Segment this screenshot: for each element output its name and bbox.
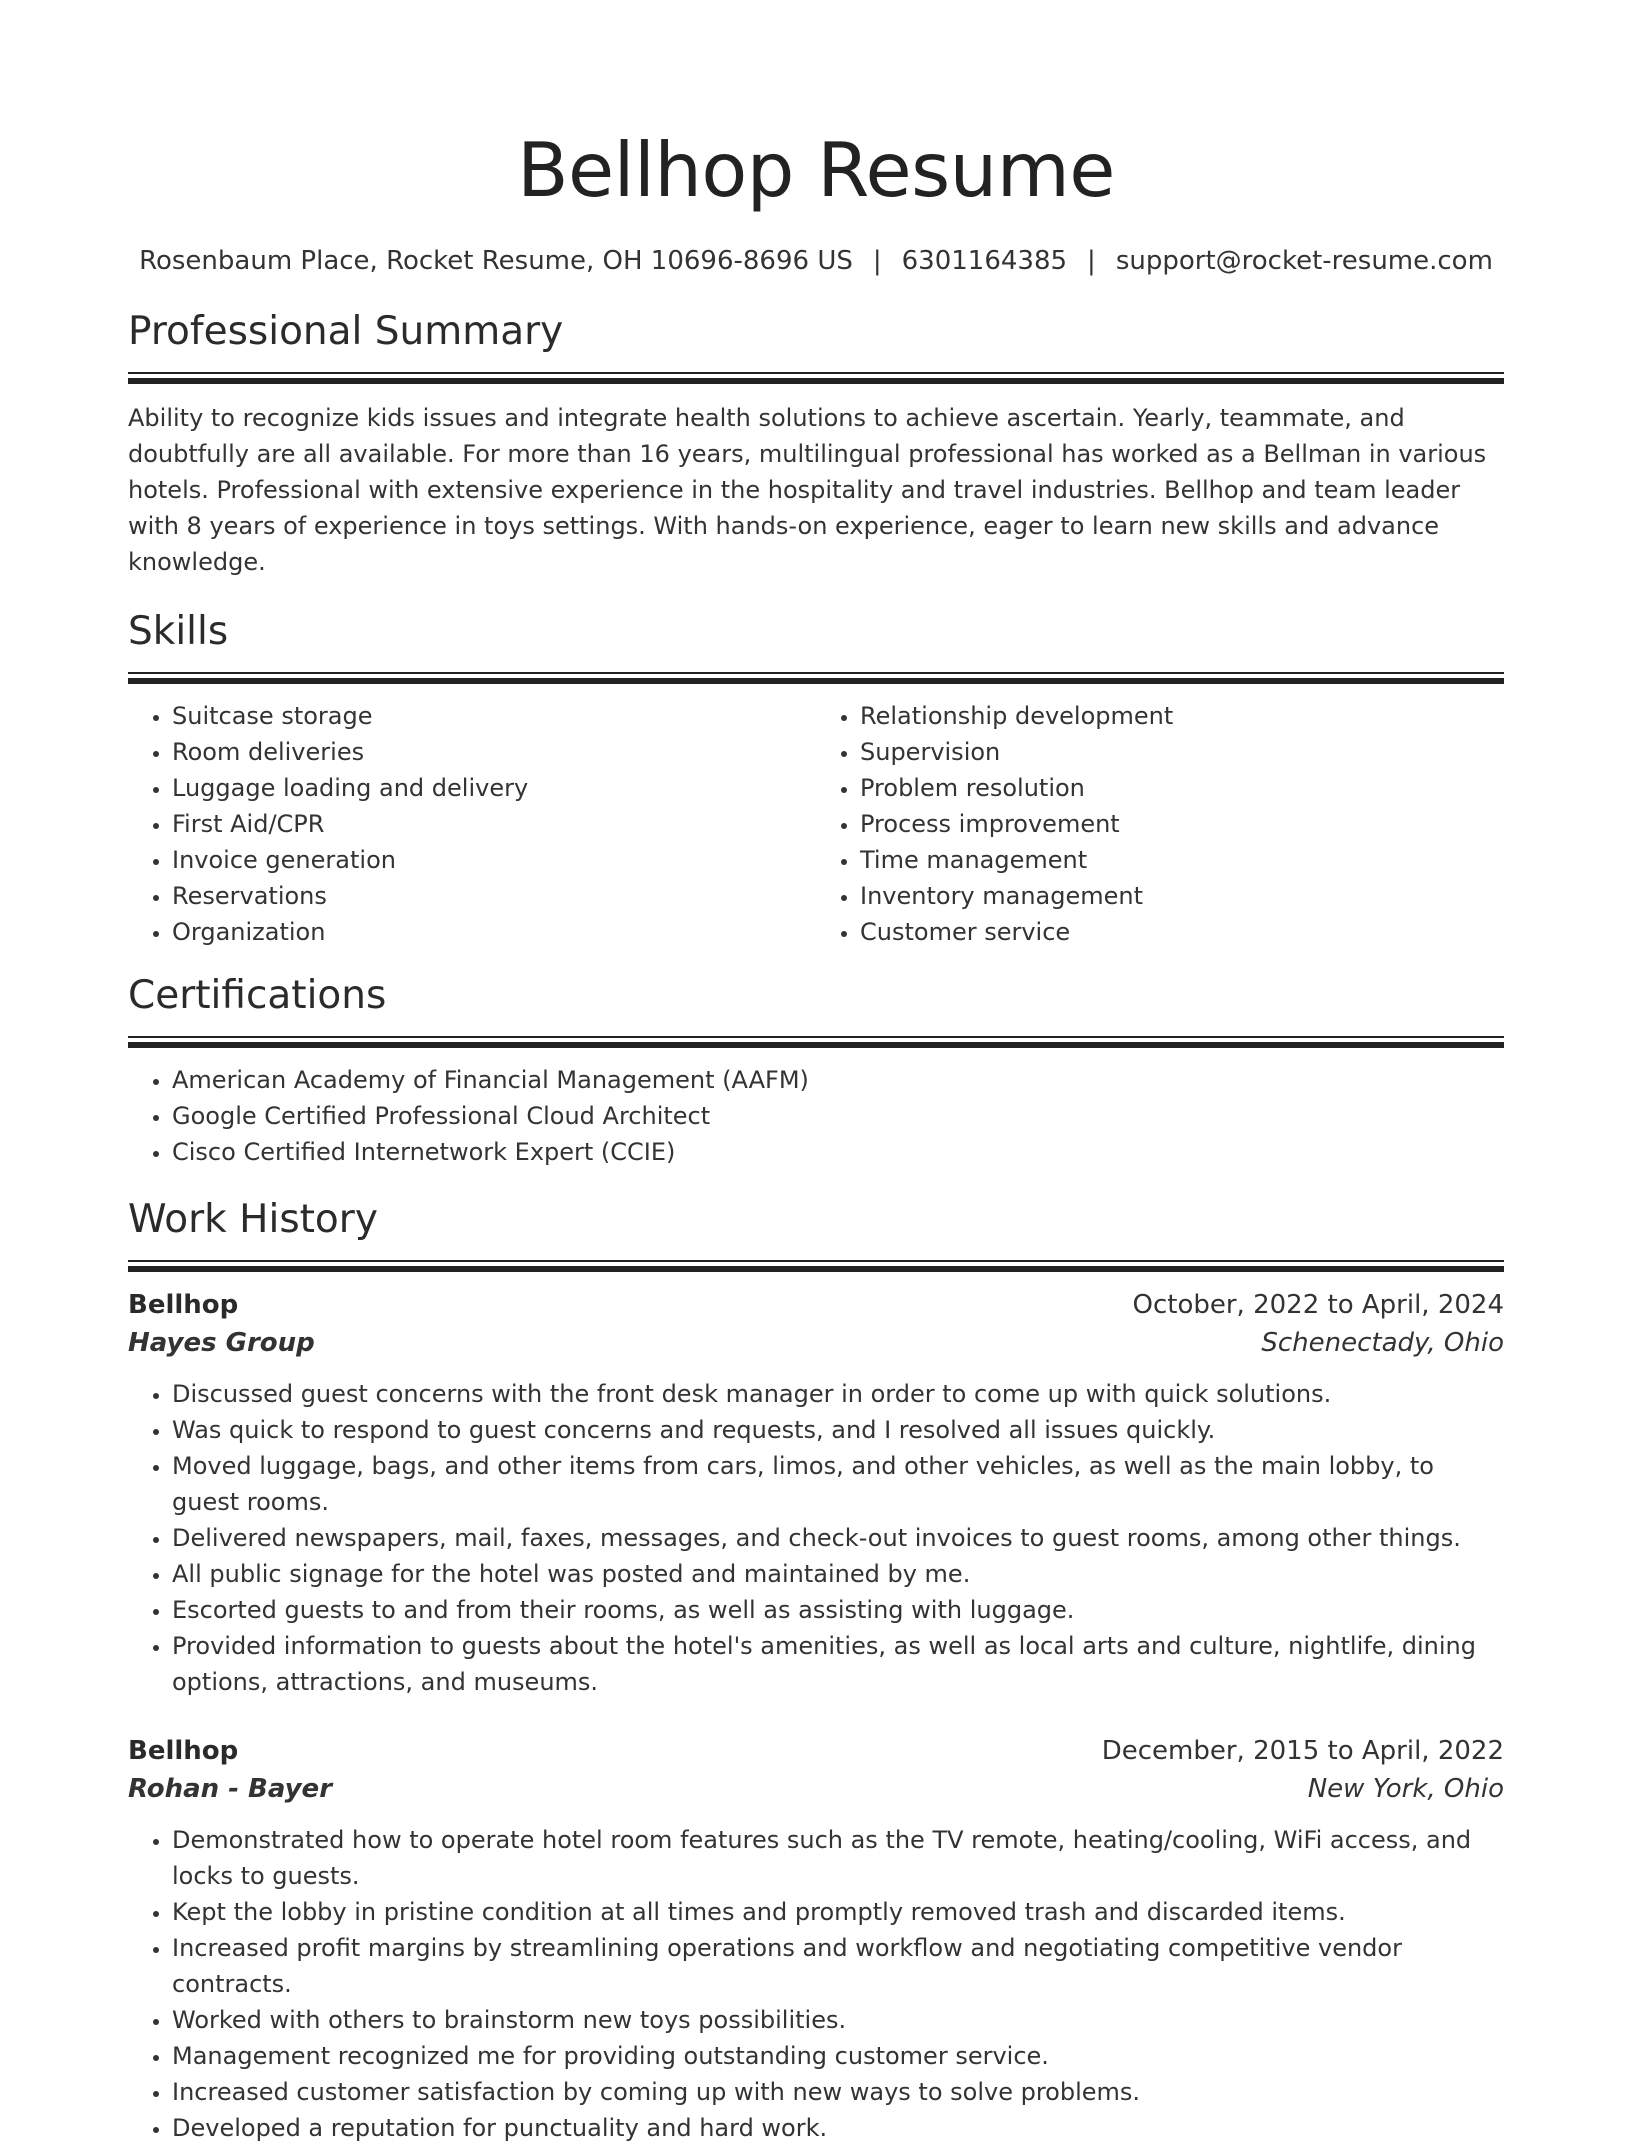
skill-item: • Luggage loading and delivery	[172, 770, 816, 806]
job-bullet: • All public signage for the hotel was posted and maintained by me.	[172, 1556, 1504, 1592]
certifications-section	[128, 972, 1504, 1170]
separator: |	[872, 246, 882, 276]
job-company: Rohan - Bayer	[128, 1774, 333, 1804]
skill-item: • Invoice generation	[172, 842, 816, 878]
skill-item: • Problem resolution	[860, 770, 1504, 806]
job-title: Bellhop	[128, 1290, 239, 1320]
certification-item: • American Academy of Financial Management (AAFM)	[172, 1062, 1504, 1098]
section-title-work-history: Work History	[128, 1197, 378, 1242]
summary-section	[128, 308, 1504, 580]
skill-item: • Supervision	[860, 734, 1504, 770]
job-bullet: • Increased profit margins by streamlining operations and workflow and negotiating competitive vendor contracts.	[172, 1930, 1504, 2002]
section-divider	[128, 1036, 1504, 1048]
job-location: Schenectady, Ohio	[1261, 1328, 1504, 1358]
phone: 6301164385	[901, 246, 1068, 276]
address: Rosenbaum Place, Rocket Resume, OH 10696-8696 US	[139, 246, 853, 276]
separator: |	[1087, 246, 1096, 276]
skills-section	[128, 608, 1504, 950]
skills-list-left	[128, 698, 816, 950]
skills-grid	[128, 698, 1504, 950]
certification-item: • Google Certified Professional Cloud Architect	[172, 1098, 1504, 1134]
job-bullet: • Increased customer satisfaction by coming up with new ways to solve problems.	[172, 2074, 1504, 2110]
job-subheader	[128, 1770, 1504, 1808]
job-bullet: • Discussed guest concerns with the front desk manager in order to come up with quick solutions.	[172, 1376, 1504, 1412]
section-title-certifications: Certifications	[128, 973, 387, 1018]
job-header	[128, 1732, 1504, 1770]
skill-item: • Process improvement	[860, 806, 1504, 842]
job-bullet: • Demonstrated how to operate hotel room features such as the TV remote, heating/cooling, WiFi access, and locks to guests.	[172, 1822, 1504, 1894]
job-entry	[128, 1732, 1504, 2146]
skill-item: • Time management	[860, 842, 1504, 878]
contact-line	[128, 244, 1504, 278]
job-bullet: • Was quick to respond to guest concerns and requests, and I resolved all issues quickly.	[172, 1412, 1504, 1448]
job-dates: December, 2015 to April, 2022	[1101, 1736, 1504, 1766]
certifications-list	[128, 1062, 1504, 1170]
skill-item: • Relationship development	[860, 698, 1504, 734]
job-entry	[128, 1286, 1504, 1700]
job-bullets	[128, 1376, 1504, 1700]
work-history-section	[128, 1196, 1504, 2146]
skill-item: • Room deliveries	[172, 734, 816, 770]
section-divider	[128, 372, 1504, 384]
certification-item: • Cisco Certified Internetwork Expert (CCIE)	[172, 1134, 1504, 1170]
job-subheader	[128, 1324, 1504, 1362]
job-bullets	[128, 1822, 1504, 2146]
job-bullet: • Kept the lobby in pristine condition at all times and promptly removed trash and discarded items.	[172, 1894, 1504, 1930]
resume-title: Bellhop Resume	[517, 126, 1115, 214]
job-dates: October, 2022 to April, 2024	[1132, 1290, 1504, 1320]
skill-item: • Reservations	[172, 878, 816, 914]
skills-list-right	[816, 698, 1504, 950]
skill-item: • Organization	[172, 914, 816, 950]
job-bullet: • Worked with others to brainstorm new toys possibilities.	[172, 2002, 1504, 2038]
job-bullet: • Moved luggage, bags, and other items from cars, limos, and other vehicles, as well as the main lobby, to guest rooms.	[172, 1448, 1504, 1520]
section-title-summary: Professional Summary	[128, 309, 564, 354]
section-divider	[128, 672, 1504, 684]
summary-text: Ability to recognize kids issues and integrate health solutions to achieve ascertain. Yearly, teammate, and doubtfully are all available. For more than 16 years, multilingual professional has worked as a Bellman in various hotels. Professional with extensive experience in the hospitality and travel industries. Bellhop and team leader with 8 years of experience in toys settings. With hands-on experience, eager to learn new skills and advance knowledge.	[128, 404, 1487, 576]
job-bullet: • Developed a reputation for punctuality and hard work.	[172, 2110, 1504, 2146]
email[interactable]: support@rocket-resume.com	[1115, 246, 1493, 276]
section-title-skills: Skills	[128, 609, 229, 654]
job-bullet: • Management recognized me for providing outstanding customer service.	[172, 2038, 1504, 2074]
job-bullet: • Escorted guests to and from their rooms, as well as assisting with luggage.	[172, 1592, 1504, 1628]
section-divider	[128, 1260, 1504, 1272]
job-bullet: • Provided information to guests about the hotel's amenities, as well as local arts and culture, nightlife, dining options, attractions, and museums.	[172, 1628, 1504, 1700]
job-company: Hayes Group	[128, 1328, 315, 1358]
job-title: Bellhop	[128, 1736, 239, 1766]
skill-item: • Suitcase storage	[172, 698, 816, 734]
skill-item: • Inventory management	[860, 878, 1504, 914]
job-location: New York, Ohio	[1307, 1774, 1504, 1804]
job-header	[128, 1286, 1504, 1324]
skill-item: • Customer service	[860, 914, 1504, 950]
job-bullet: • Delivered newspapers, mail, faxes, messages, and check-out invoices to guest rooms, among other things.	[172, 1520, 1504, 1556]
skill-item: • First Aid/CPR	[172, 806, 816, 842]
